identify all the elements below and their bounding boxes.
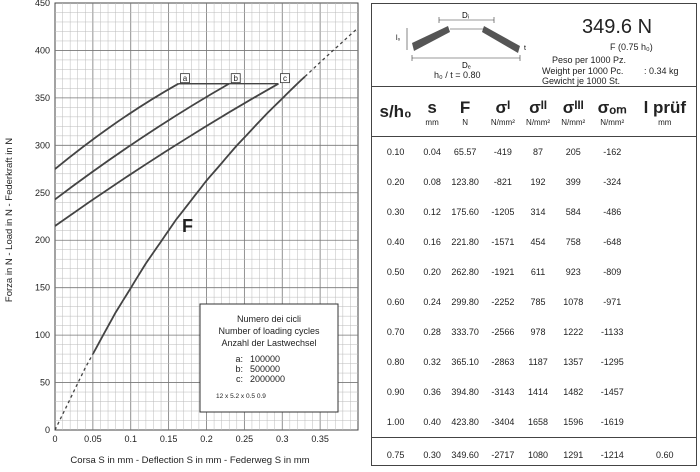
table-cell: 923 bbox=[556, 257, 591, 287]
series-a-label: a bbox=[183, 74, 188, 83]
table-cell: -1921 bbox=[485, 257, 520, 287]
table-cell: 785 bbox=[520, 287, 555, 317]
table-cell bbox=[634, 137, 696, 168]
di-label: Dᵢ bbox=[462, 11, 469, 20]
table-cell bbox=[634, 347, 696, 377]
y-tick-label: 300 bbox=[35, 140, 50, 150]
table-cell: 394.80 bbox=[445, 377, 485, 407]
table-cell: -3404 bbox=[485, 407, 520, 438]
x-tick-label: 0.1 bbox=[124, 434, 137, 444]
table-cell bbox=[634, 377, 696, 407]
table-cell: 454 bbox=[520, 227, 555, 257]
x-tick-label: 0 bbox=[52, 434, 57, 444]
table-cell: 0.36 bbox=[419, 377, 445, 407]
table-row bbox=[372, 167, 696, 197]
column-header bbox=[372, 88, 419, 137]
table-row bbox=[372, 227, 696, 257]
table-cell: -1295 bbox=[591, 347, 634, 377]
legend-key-b: b: bbox=[235, 364, 243, 374]
table-cell: 314 bbox=[520, 197, 555, 227]
table-cell: 0.70 bbox=[372, 317, 419, 347]
table-cell: -648 bbox=[591, 227, 634, 257]
table-cell: 0.20 bbox=[419, 257, 445, 287]
t-label: t bbox=[524, 45, 526, 52]
table-cell: 0.16 bbox=[419, 227, 445, 257]
table-cell: 299.80 bbox=[445, 287, 485, 317]
table-row bbox=[372, 407, 696, 438]
table-cell: 611 bbox=[520, 257, 555, 287]
table-cell: 192 bbox=[520, 167, 555, 197]
column-unit: N/mm² bbox=[520, 118, 555, 127]
table-cell: 0.32 bbox=[419, 347, 445, 377]
table-cell: 262.80 bbox=[445, 257, 485, 287]
column-symbol: l prüf bbox=[634, 98, 696, 118]
legend-title-2: Number of loading cycles bbox=[218, 326, 320, 336]
table-cell: 0.40 bbox=[372, 227, 419, 257]
force-subtitle: F (0.75 h₀) bbox=[610, 42, 653, 52]
table-cell: 0.60 bbox=[372, 287, 419, 317]
table-row bbox=[372, 317, 696, 347]
table-cell: 365.10 bbox=[445, 347, 485, 377]
column-header bbox=[419, 88, 445, 137]
legend-box bbox=[200, 304, 338, 412]
table-cell: 0.30 bbox=[372, 197, 419, 227]
table-cell: 1078 bbox=[556, 287, 591, 317]
spec-panel bbox=[371, 3, 697, 466]
table-cell: 65.57 bbox=[445, 137, 485, 168]
summary-cell: -1214 bbox=[591, 438, 634, 472]
column-symbol: σᴵ bbox=[485, 98, 520, 118]
series-f-label: F bbox=[182, 216, 193, 236]
x-tick-label: 0.25 bbox=[236, 434, 254, 444]
table-cell: -419 bbox=[485, 137, 520, 168]
table-row bbox=[372, 347, 696, 377]
table-cell: 0.80 bbox=[372, 347, 419, 377]
legend-key-c: c: bbox=[236, 374, 243, 384]
x-tick-label: 0.3 bbox=[276, 434, 289, 444]
series-b-label: b bbox=[233, 74, 238, 83]
legend-val-a: 100000 bbox=[250, 354, 280, 364]
table-cell bbox=[634, 317, 696, 347]
table-cell: 758 bbox=[556, 227, 591, 257]
legend-key-a: a: bbox=[235, 354, 243, 364]
table-cell: 1658 bbox=[520, 407, 555, 438]
column-header bbox=[485, 88, 520, 137]
table-cell: -324 bbox=[591, 167, 634, 197]
table-cell: -2252 bbox=[485, 287, 520, 317]
y-tick-label: 200 bbox=[35, 235, 50, 245]
table-cell: 0.04 bbox=[419, 137, 445, 168]
table-row bbox=[372, 377, 696, 407]
table-cell: -162 bbox=[591, 137, 634, 168]
column-symbol: σᴵᴵᴵ bbox=[556, 98, 591, 118]
table-cell: -2566 bbox=[485, 317, 520, 347]
y-tick-label: 150 bbox=[35, 283, 50, 293]
y-tick-label: 350 bbox=[35, 93, 50, 103]
table-cell: 978 bbox=[520, 317, 555, 347]
table-cell: -1133 bbox=[591, 317, 634, 347]
summary-cell: 0.30 bbox=[419, 438, 445, 472]
x-tick-label: 0.15 bbox=[160, 434, 178, 444]
column-unit: N/mm² bbox=[591, 118, 634, 127]
table-cell: -821 bbox=[485, 167, 520, 197]
y-tick-label: 0 bbox=[45, 425, 50, 435]
table-cell bbox=[634, 167, 696, 197]
column-symbol: σₒₘ bbox=[591, 98, 634, 118]
table-row bbox=[372, 257, 696, 287]
summary-cell: 1080 bbox=[520, 438, 555, 472]
column-header bbox=[520, 88, 555, 137]
legend-dims: 12 x 5.2 x 0.5 0.9 bbox=[216, 393, 266, 400]
weight-label-it: Peso per 1000 Pz. bbox=[552, 55, 626, 65]
table-header-row bbox=[372, 88, 696, 137]
weight-value: : 0.34 kg bbox=[644, 66, 679, 76]
column-unit: N/mm² bbox=[485, 118, 520, 127]
table-cell: -1457 bbox=[591, 377, 634, 407]
table-cell: 333.70 bbox=[445, 317, 485, 347]
column-header bbox=[591, 88, 634, 137]
weight-label-en: Weight per 1000 Pc. bbox=[542, 66, 623, 76]
table-cell: -1571 bbox=[485, 227, 520, 257]
legend-val-b: 500000 bbox=[250, 364, 280, 374]
table-cell: 584 bbox=[556, 197, 591, 227]
spec-header bbox=[372, 4, 696, 87]
table-cell: 1222 bbox=[556, 317, 591, 347]
table-cell: 423.80 bbox=[445, 407, 485, 438]
table-cell: 0.50 bbox=[372, 257, 419, 287]
table-cell: 0.10 bbox=[372, 137, 419, 168]
column-unit: mm bbox=[634, 118, 696, 127]
summary-cell: -2717 bbox=[485, 438, 520, 472]
table-cell: -1205 bbox=[485, 197, 520, 227]
disc-spring-drawing bbox=[394, 10, 544, 72]
column-symbol: F bbox=[445, 98, 485, 118]
table-cell: 1414 bbox=[520, 377, 555, 407]
column-header bbox=[556, 88, 591, 137]
column-unit: N/mm² bbox=[556, 118, 591, 127]
table-cell: 0.24 bbox=[419, 287, 445, 317]
x-axis-label: Corsa S in mm - Deflection S in mm - Federweg S in mm bbox=[70, 455, 309, 466]
legend-title-1: Numero dei cicli bbox=[237, 314, 301, 324]
column-symbol: σᴵᴵ bbox=[520, 98, 555, 118]
column-unit: mm bbox=[419, 118, 445, 127]
table-cell: 1.00 bbox=[372, 407, 419, 438]
table-cell: 1187 bbox=[520, 347, 555, 377]
column-unit: N bbox=[445, 118, 485, 127]
table-cell: 0.40 bbox=[419, 407, 445, 438]
table-cell: 1357 bbox=[556, 347, 591, 377]
table-row bbox=[372, 137, 696, 168]
column-header bbox=[445, 88, 485, 137]
x-tick-label: 0.35 bbox=[311, 434, 329, 444]
lo-label: l₀ bbox=[396, 35, 401, 42]
ratio-label: h₀ / t = 0.80 bbox=[434, 70, 481, 80]
table-cell: -1619 bbox=[591, 407, 634, 438]
table-row bbox=[372, 287, 696, 317]
x-tick-label: 0.05 bbox=[84, 434, 102, 444]
table-cell: 1482 bbox=[556, 377, 591, 407]
table-cell bbox=[634, 287, 696, 317]
summary-cell: 0.75 bbox=[372, 438, 419, 472]
table-cell: -971 bbox=[591, 287, 634, 317]
table-cell: -3143 bbox=[485, 377, 520, 407]
table-cell: 0.28 bbox=[419, 317, 445, 347]
legend-val-c: 2000000 bbox=[250, 374, 285, 384]
table-cell: 0.08 bbox=[419, 167, 445, 197]
y-tick-label: 50 bbox=[40, 378, 50, 388]
table-cell bbox=[634, 257, 696, 287]
y-axis-label: Forza in N - Load in N - Federkraft in N bbox=[4, 138, 15, 302]
de-label: Dₑ bbox=[462, 61, 471, 70]
summary-cell: 349.60 bbox=[445, 438, 485, 472]
table-cell: 123.80 bbox=[445, 167, 485, 197]
column-symbol: s bbox=[419, 98, 445, 118]
table-cell: 0.90 bbox=[372, 377, 419, 407]
table-body bbox=[372, 137, 696, 472]
column-symbol: s/h₀ bbox=[372, 102, 419, 122]
table-cell: 205 bbox=[556, 137, 591, 168]
table-row bbox=[372, 197, 696, 227]
force-value: 349.6 N bbox=[582, 16, 652, 39]
summary-cell: 1291 bbox=[556, 438, 591, 472]
table-cell bbox=[634, 227, 696, 257]
table-cell: 0.20 bbox=[372, 167, 419, 197]
table-cell: 399 bbox=[556, 167, 591, 197]
table-cell: 175.60 bbox=[445, 197, 485, 227]
table-cell: -2863 bbox=[485, 347, 520, 377]
table-cell bbox=[634, 197, 696, 227]
column-header bbox=[634, 88, 696, 137]
y-tick-label: 100 bbox=[35, 330, 50, 340]
table-cell: 87 bbox=[520, 137, 555, 168]
y-tick-label: 250 bbox=[35, 188, 50, 198]
x-tick-label: 0.2 bbox=[200, 434, 213, 444]
summary-row bbox=[372, 438, 696, 472]
stress-table bbox=[372, 88, 696, 472]
table-cell: 0.12 bbox=[419, 197, 445, 227]
table-cell: 221.80 bbox=[445, 227, 485, 257]
table-cell: -809 bbox=[591, 257, 634, 287]
y-tick-label: 400 bbox=[35, 45, 50, 55]
weight-label-de: Gewicht je 1000 St. bbox=[542, 76, 620, 86]
table-cell: -486 bbox=[591, 197, 634, 227]
table-cell bbox=[634, 407, 696, 438]
legend-title-3: Anzahl der Lastwechsel bbox=[221, 338, 316, 348]
y-tick-label: 450 bbox=[35, 0, 50, 8]
table-cell: 1596 bbox=[556, 407, 591, 438]
series-c-label: c bbox=[283, 74, 287, 83]
summary-cell: 0.60 bbox=[634, 438, 696, 472]
